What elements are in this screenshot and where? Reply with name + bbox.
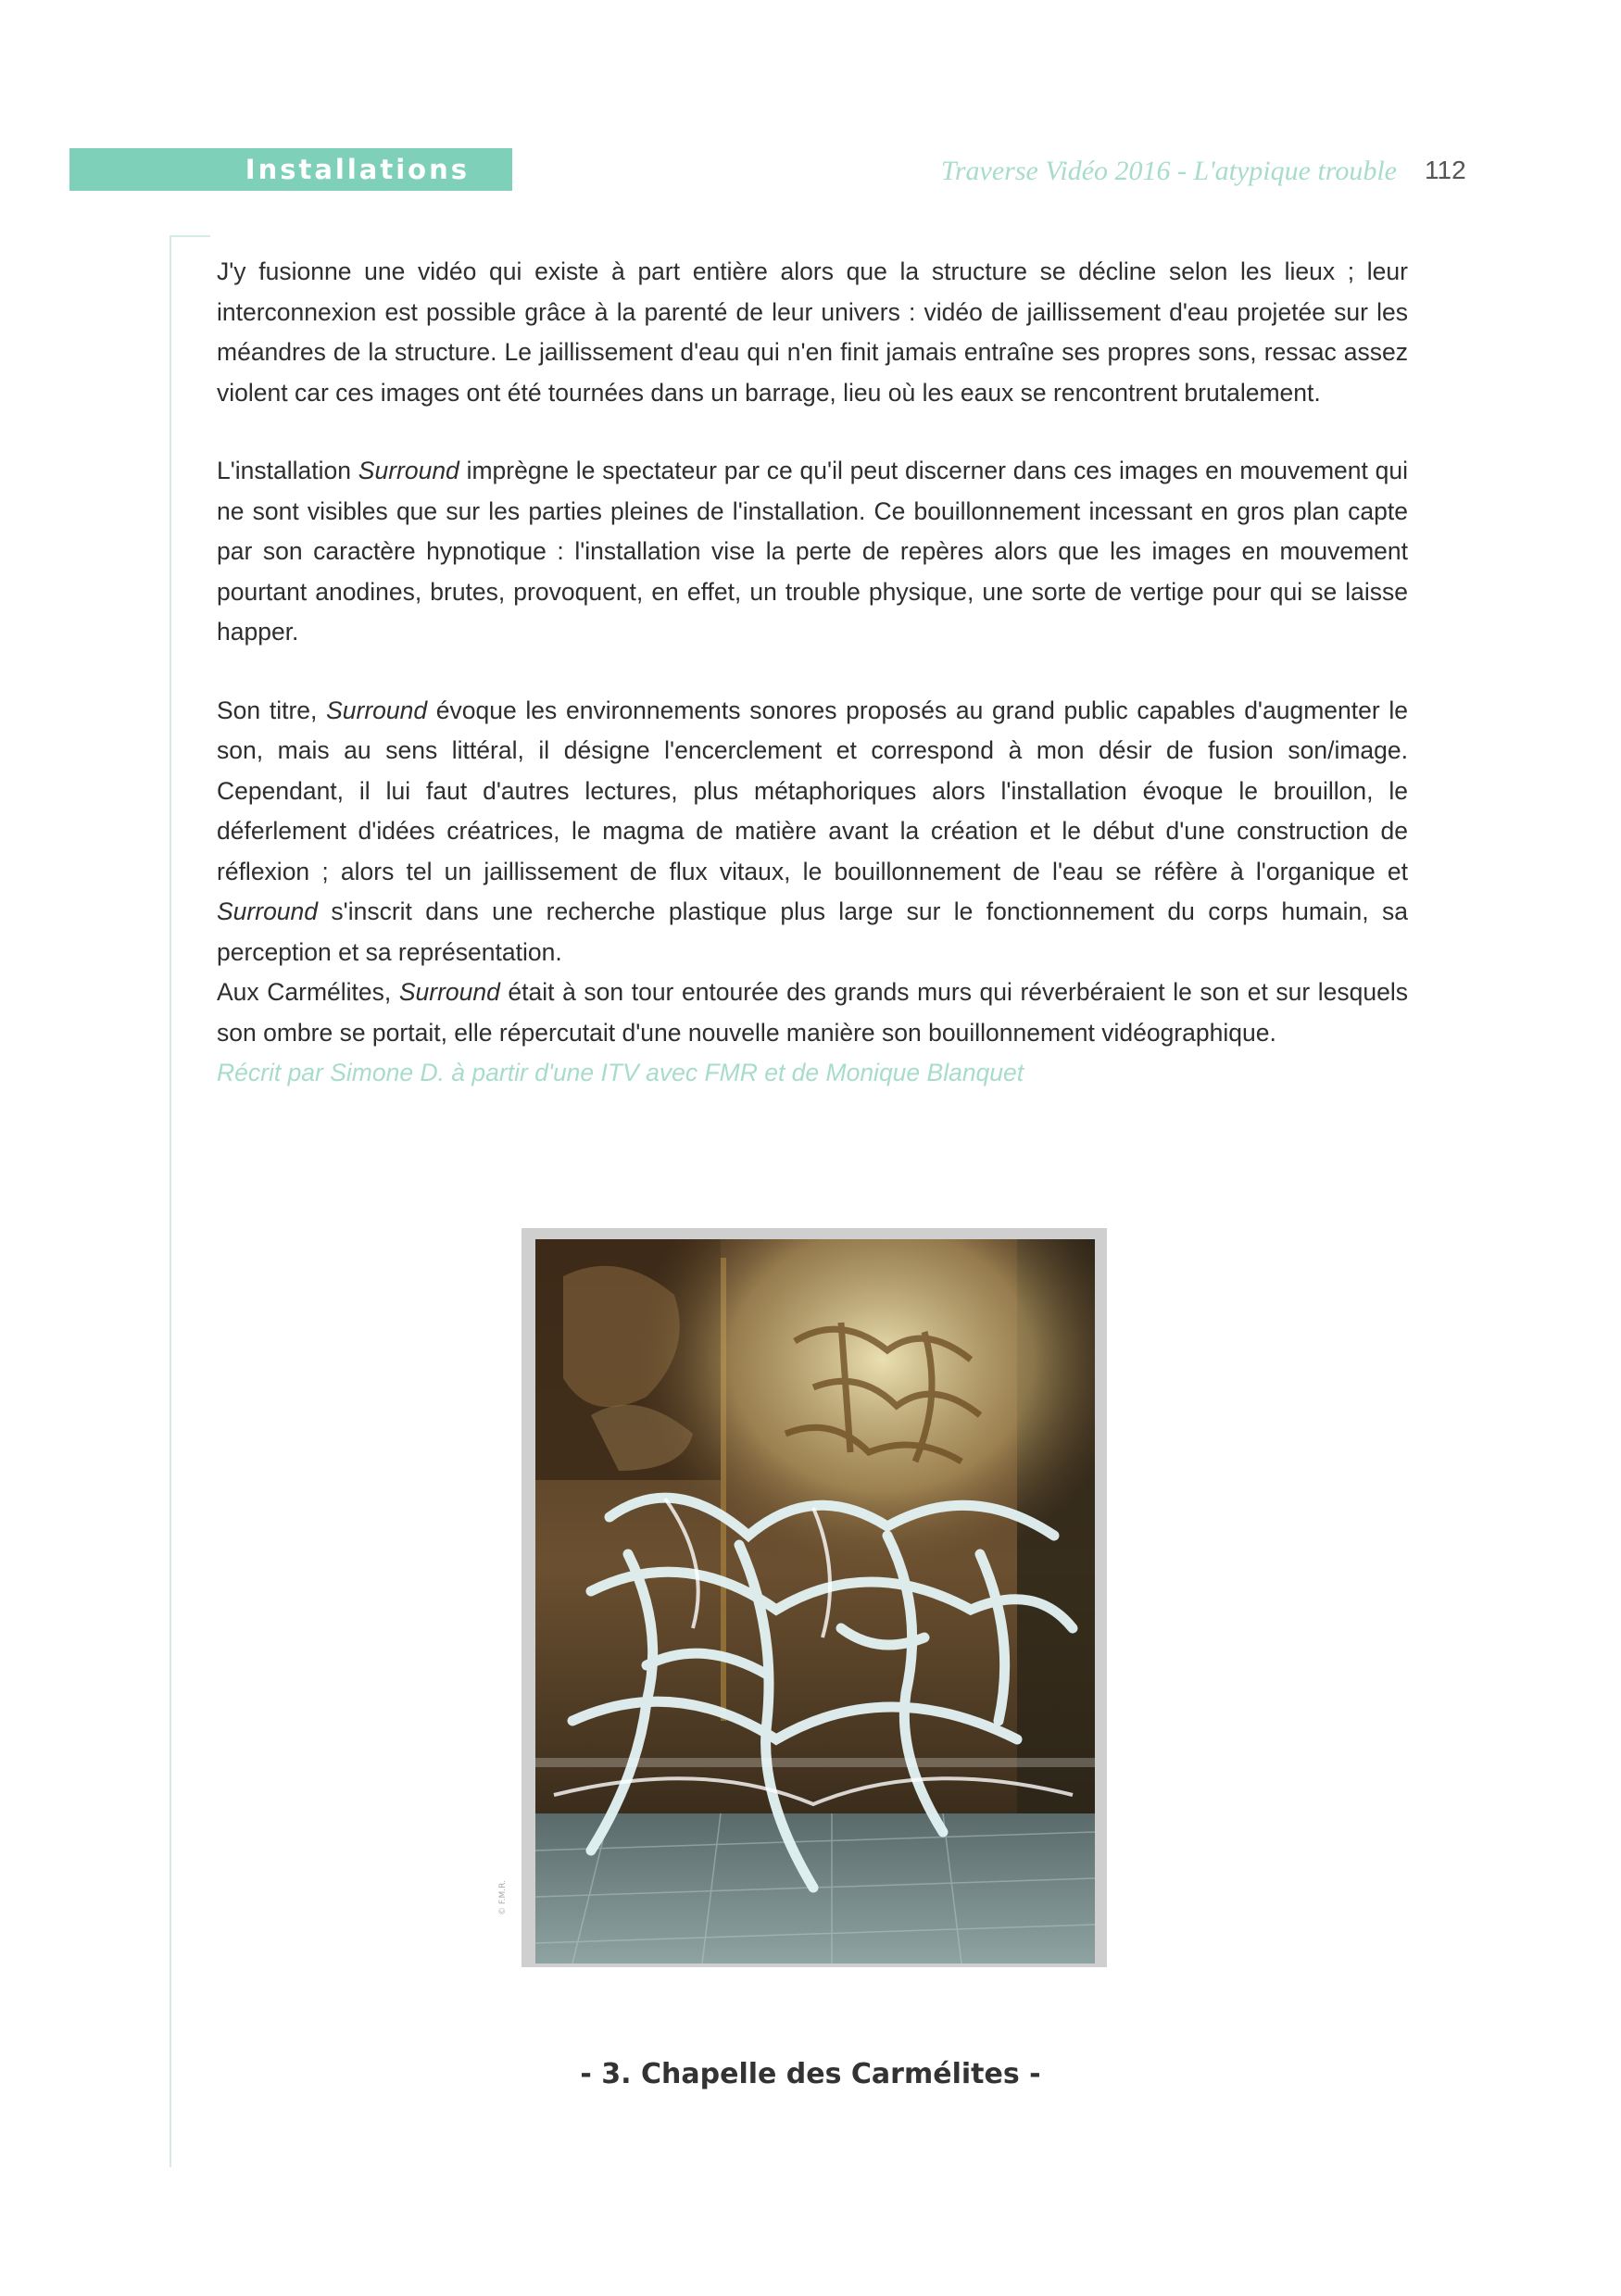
photo-illustration — [535, 1239, 1095, 1964]
p4-text-a: Aux Carmélites, — [217, 978, 399, 1006]
p3-text-b: évoque les environnements sonores proposés au grand public capables d'augmenter le son, mais au sens littéral, il désigne l'encerclement et correspond à mon désir de fusion son/image. Cependant, il lui faut d'autres lectures, plus métaphoriques alors l'installation évoque le brouillon, le déferlement d'idées créatrices, le magma de matière avant la création et le début d'une construction de réflexion ; alors tel un jaillissement de flux vitaux, le bouillonnement de l'eau se réfère à l'organique et — [217, 696, 1408, 885]
p3-text-c: s'inscrit dans une recherche plastique plus large sur le fonctionnement du corps humain, sa perception et sa représentation. — [217, 897, 1408, 966]
p3-title-em-1: Surround — [326, 696, 428, 724]
installation-photo — [521, 1228, 1107, 1967]
paragraph-4 — [217, 972, 1408, 1053]
p3-title-em-2: Surround — [217, 897, 319, 925]
margin-rule-top — [170, 235, 210, 237]
photo-image — [535, 1239, 1095, 1964]
running-title: Traverse Vidéo 2016 - L'atypique trouble — [940, 156, 1397, 186]
p4-title-em: Surround — [398, 978, 500, 1006]
p4-text-b: était à son tour entourée des grands murs qui réverbéraient le son et sur lesquels son ombre se portait, elle répercutait d'une nouvelle manière son bouillonnement vidéographique. — [217, 978, 1409, 1047]
section-label — [69, 148, 512, 191]
body-text — [217, 252, 1408, 1094]
photo-credit: © F.M.R. — [498, 1880, 508, 1915]
p2-text-a: L'installation — [217, 457, 358, 484]
p3-text-a: Son titre, — [217, 696, 327, 724]
paragraph-1: J'y fusionne une vidéo qui existe à part entière alors que la structure se décline selon les lieux ; leur interconnexion est possible grâce à la parenté de leur univers : vidéo de jaillissement d'eau projetée sur les méandres de la structure. Le jaillissement d'eau qui n'en finit jamais entraîne ses propres sons, ressac assez violent car ces images ont été tournées dans un barrage, lieu où les eaux se rencontrent brutalement. — [217, 257, 1408, 407]
attribution: Récrit par Simone D. à partir d'une ITV avec FMR et de Monique Blanquet — [217, 1059, 1024, 1086]
page-number: 112 — [1425, 156, 1466, 184]
paragraph-3 — [217, 691, 1408, 973]
paragraph-2 — [217, 451, 1408, 653]
section-label-text: Installations — [245, 154, 470, 185]
margin-rule — [170, 235, 171, 2167]
figure-caption: - 3. Chapelle des Carmélites - — [580, 2058, 1041, 2090]
p2-text-b: imprègne le spectateur par ce qu'il peut discerner dans ces images en mouvement qui ne sont visibles que sur les parties pleines de l'installation. Ce bouillonnement incessant en gros plan capte par son caractère hypnotique : l'installation vise la perte de repères alors que les images en mouvement pourtant anodines, brutes, provoquent, en effet, un trouble physique, une sorte de vertige pour qui se laisse happer. — [217, 457, 1408, 646]
p2-title-em: Surround — [358, 457, 459, 484]
